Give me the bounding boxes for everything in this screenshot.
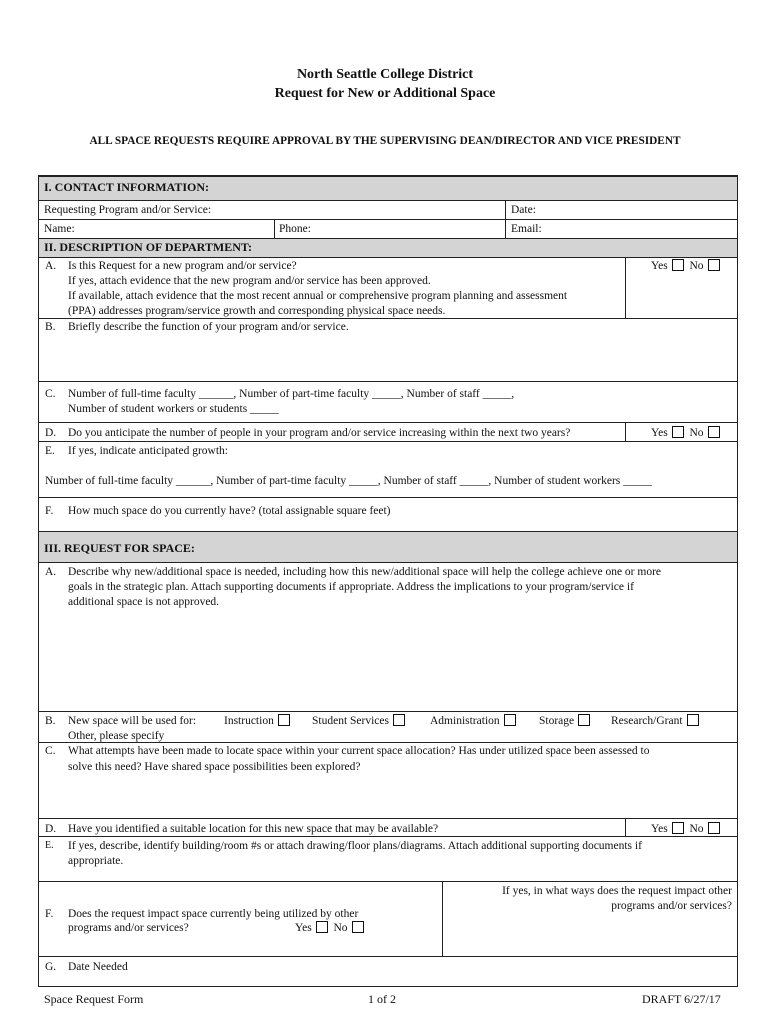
administration-label: Administration [430, 715, 500, 727]
yes-label: Yes [295, 922, 312, 934]
option-administration [430, 714, 516, 728]
date-needed-field[interactable] [140, 958, 736, 985]
student-services-checkbox[interactable] [393, 714, 405, 726]
phone-field[interactable] [318, 220, 502, 238]
item-letter: E. [45, 445, 55, 457]
new-program-instruction: If yes, attach evidence that the new program and/or service has been approved. [68, 275, 431, 287]
no-label: No [333, 922, 348, 934]
requesting-program-field[interactable] [260, 201, 504, 219]
approval-notice: ALL SPACE REQUESTS REQUIRE APPROVAL BY THE SUPERVISING DEAN/DIRECTOR AND VICE PRESIDENT [89, 135, 681, 147]
ppa-instruction-1: If available, attach evidence that the most recent annual or comprehensive program planning and assessment [68, 290, 568, 302]
section-2-heading: II. DESCRIPTION OF DEPARTMENT: [44, 240, 253, 254]
yes-label: Yes [651, 823, 668, 835]
space-use-label: New space will be used for: [68, 715, 197, 727]
research-grant-checkbox[interactable] [687, 714, 699, 726]
program-function-question: Briefly describe the function of your program and/or service. [68, 321, 349, 333]
form-subtitle: Request for New or Additional Space [274, 86, 496, 101]
name-field[interactable] [85, 220, 270, 238]
section-2-header [39, 239, 737, 257]
ppa-instruction-2: (PPA) addresses program/service growth and corresponding physical space needs. [68, 305, 446, 317]
date-field[interactable] [550, 201, 736, 219]
section-3-header [39, 532, 737, 562]
current-space-question: How much space do you currently have? (total assignable square feet) [68, 505, 391, 517]
space-need-line-2: goals in the strategic plan. Attach supporting documents if appropriate. Address the implications to your program/service if [68, 581, 634, 593]
new-program-question: Is this Request for a new program and/or service? [68, 260, 297, 272]
form-title: North Seattle College District [296, 67, 474, 82]
yes-checkbox[interactable] [672, 822, 684, 834]
requesting-program-label: Requesting Program and/or Service: [44, 204, 212, 216]
phone-label: Phone: [279, 223, 311, 235]
staff-counts-line-2: Number of student workers or students _____ [68, 403, 279, 415]
location-detail-line-1: If yes, describe, identify building/room #s or attach drawing/floor plans/diagrams. Attach additional supporting documents if [68, 840, 642, 852]
research-grant-label: Research/Grant [611, 715, 683, 727]
no-label: No [689, 260, 704, 272]
option-instruction [224, 714, 290, 728]
space-need-line-1: Describe why new/additional space is needed, including how this new/additional space will help the college achieve one or more [68, 566, 662, 578]
impact-followup-line-2: programs and/or services? [611, 900, 732, 912]
item-letter: A. [45, 260, 57, 272]
yes-checkbox[interactable] [672, 426, 684, 438]
growth-question: Do you anticipate the number of people in your program and/or service increasing within the next two years? [68, 427, 571, 439]
impact-followup-line-1: If yes, in what ways does the request impact other [502, 885, 732, 897]
footer-page-number: 1 of 2 [368, 992, 396, 1006]
impact-question-line-2: programs and/or services? [68, 922, 189, 934]
no-checkbox[interactable] [708, 822, 720, 834]
storage-checkbox[interactable] [578, 714, 590, 726]
instruction-checkbox[interactable] [278, 714, 290, 726]
student-services-label: Student Services [312, 715, 389, 727]
item-letter: F. [45, 908, 54, 920]
administration-checkbox[interactable] [504, 714, 516, 726]
yes-no-group-2a [651, 259, 720, 273]
program-function-field[interactable] [40, 336, 736, 380]
item-letter: D. [45, 427, 57, 439]
space-attempts-line-2: solve this need? Have shared space possibilities been explored? [68, 761, 361, 773]
space-need-field[interactable] [40, 612, 736, 710]
section-1-heading: I. CONTACT INFORMATION: [44, 180, 210, 194]
section-3-heading: III. REQUEST FOR SPACE: [44, 541, 195, 555]
option-storage [539, 714, 590, 728]
space-attempts-field[interactable] [40, 776, 736, 816]
email-label: Email: [511, 223, 542, 235]
item-letter: F. [45, 505, 54, 517]
item-letter: C. [45, 388, 56, 400]
impact-question-line-1: Does the request impact space currently being utilized by other [68, 908, 359, 920]
footer-draft-date: DRAFT 6/27/17 [642, 992, 721, 1006]
instruction-label: Instruction [224, 715, 274, 727]
email-field[interactable] [550, 220, 736, 238]
item-letter: E. [45, 840, 54, 851]
yes-no-group-3d [651, 822, 720, 836]
section-1-header [39, 177, 737, 200]
no-label: No [689, 427, 704, 439]
growth-counts: Number of full-time faculty ______, Number of part-time faculty _____, Number of staff _____, Number of student workers _____ [45, 475, 652, 487]
location-question: Have you identified a suitable location for this new space that may be available? [68, 823, 439, 835]
item-letter: G. [45, 961, 57, 973]
option-student-services [312, 714, 405, 728]
space-need-line-3: additional space is not approved. [68, 596, 220, 608]
yes-no-group-2d [651, 426, 720, 440]
yes-no-group-3f [295, 921, 364, 935]
item-letter: C. [45, 745, 56, 757]
yes-label: Yes [651, 260, 668, 272]
item-letter: A. [45, 566, 57, 578]
footer-form-name: Space Request Form [44, 992, 144, 1006]
yes-checkbox[interactable] [672, 259, 684, 271]
option-research-grant [611, 714, 699, 728]
item-letter: D. [45, 823, 57, 835]
yes-label: Yes [651, 427, 668, 439]
staff-counts-line-1: Number of full-time faculty ______, Number of part-time faculty _____, Number of staff _____, [68, 388, 515, 400]
location-detail-line-2: appropriate. [68, 855, 124, 867]
other-specify-label: Other, please specify [68, 730, 165, 742]
name-label: Name: [44, 223, 75, 235]
no-checkbox[interactable] [708, 426, 720, 438]
date-label: Date: [511, 204, 536, 216]
yes-checkbox[interactable] [316, 921, 328, 933]
item-letter: B. [45, 321, 56, 333]
space-attempts-line-1: What attempts have been made to locate space within your current space allocation? Has under utilized space been assessed to [68, 745, 650, 757]
item-letter: B. [45, 715, 56, 727]
impact-explanation-field[interactable] [444, 915, 736, 955]
no-checkbox[interactable] [708, 259, 720, 271]
no-label: No [689, 823, 704, 835]
growth-instruction: If yes, indicate anticipated growth: [68, 445, 228, 457]
storage-label: Storage [539, 715, 575, 727]
no-checkbox[interactable] [352, 921, 364, 933]
date-needed-label: Date Needed [68, 961, 128, 973]
